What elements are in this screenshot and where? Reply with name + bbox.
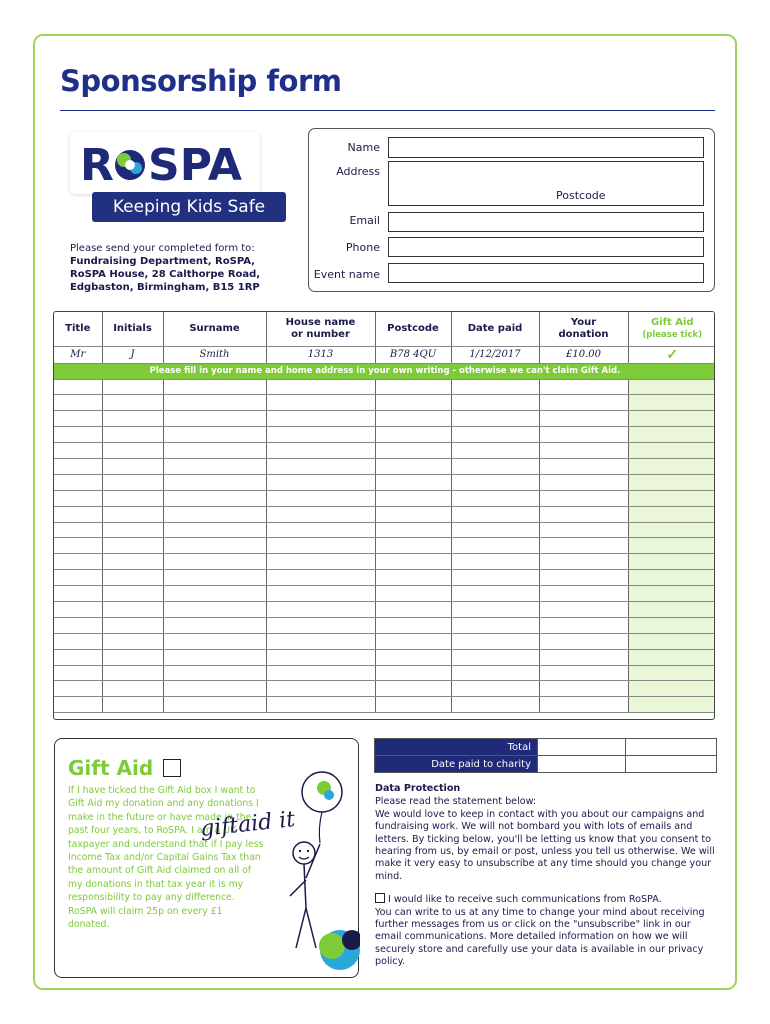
cell-postcode[interactable] <box>375 697 451 713</box>
cell-postcode[interactable] <box>375 427 451 443</box>
cell-title[interactable] <box>54 411 102 427</box>
col-giftaid <box>628 312 715 346</box>
cell-house[interactable] <box>266 458 375 474</box>
cell-postcode[interactable] <box>375 601 451 617</box>
giftaid-balloon-figure-icon <box>282 768 360 978</box>
total-value-cell[interactable] <box>538 739 626 756</box>
event-name-label: Event name <box>313 268 380 281</box>
cell-surname[interactable] <box>163 490 266 506</box>
table-row <box>54 458 715 474</box>
cell-giftaid[interactable] <box>628 490 715 506</box>
cell-date[interactable] <box>451 379 539 395</box>
example-house: 1313 <box>266 346 375 363</box>
cell-giftaid[interactable] <box>628 633 715 649</box>
cell-postcode[interactable] <box>375 633 451 649</box>
table-header-row <box>54 312 715 346</box>
cell-title[interactable] <box>54 474 102 490</box>
consent-line <box>375 893 715 906</box>
cell-surname[interactable] <box>163 633 266 649</box>
cell-house[interactable] <box>266 411 375 427</box>
cell-house[interactable] <box>266 570 375 586</box>
cell-initials[interactable] <box>102 601 163 617</box>
cell-house[interactable] <box>266 474 375 490</box>
cell-title[interactable] <box>54 601 102 617</box>
giftaid-title: Gift Aid <box>68 756 154 780</box>
cell-giftaid[interactable] <box>628 427 715 443</box>
cell-giftaid[interactable] <box>628 681 715 697</box>
cell-postcode[interactable] <box>375 649 451 665</box>
cell-postcode[interactable] <box>375 411 451 427</box>
email-field[interactable] <box>388 212 704 232</box>
cell-postcode[interactable] <box>375 458 451 474</box>
cell-initials[interactable] <box>102 474 163 490</box>
cell-date[interactable] <box>451 522 539 538</box>
cell-title[interactable] <box>54 379 102 395</box>
table-row <box>54 665 715 681</box>
cell-house[interactable] <box>266 506 375 522</box>
cell-surname[interactable] <box>163 586 266 602</box>
cell-date[interactable] <box>451 474 539 490</box>
table-row <box>54 538 715 554</box>
cell-initials[interactable] <box>102 570 163 586</box>
cell-donation[interactable] <box>539 506 628 522</box>
cell-surname[interactable] <box>163 411 266 427</box>
sponsor-table <box>53 311 715 720</box>
table-row <box>54 617 715 633</box>
cell-house[interactable] <box>266 443 375 459</box>
table-row <box>54 570 715 586</box>
cell-donation[interactable] <box>539 474 628 490</box>
cell-house[interactable] <box>266 379 375 395</box>
cell-surname[interactable] <box>163 522 266 538</box>
cell-giftaid[interactable] <box>628 395 715 411</box>
table-row <box>54 554 715 570</box>
cell-giftaid[interactable] <box>628 570 715 586</box>
cell-house[interactable] <box>266 538 375 554</box>
cell-postcode[interactable] <box>375 443 451 459</box>
giftaid-declaration: If I have ticked the Gift Aid box I want to Gift Aid my donation and any donations I make in the future or have made in the past four years, to RoSPA. I am a UK taxpayer and understand that if I pay less Income Tax and/or Capital Gains Tax than the amount of Gift Aid claimed on all of my donations in that tax year it is my responsibility to pay any difference. RoSPA will claim 25p on every £1 donated. <box>68 785 264 931</box>
col-initials: Initials <box>102 312 163 346</box>
cell-initials[interactable] <box>102 665 163 681</box>
cell-initials[interactable] <box>102 522 163 538</box>
date-paid-label: Date paid to charity <box>375 756 538 773</box>
total-row <box>375 739 717 756</box>
cell-donation[interactable] <box>539 427 628 443</box>
cell-donation[interactable] <box>539 633 628 649</box>
col-surname: Surname <box>163 312 266 346</box>
consent-label: I would like to receive such communications from RoSPA. <box>388 894 662 906</box>
cell-house[interactable] <box>266 649 375 665</box>
cell-postcode[interactable] <box>375 538 451 554</box>
cell-date[interactable] <box>451 570 539 586</box>
cell-postcode[interactable] <box>375 506 451 522</box>
cell-date[interactable] <box>451 601 539 617</box>
cell-giftaid[interactable] <box>628 522 715 538</box>
cell-donation[interactable] <box>539 379 628 395</box>
address-field[interactable] <box>388 161 704 206</box>
cell-giftaid[interactable] <box>628 665 715 681</box>
totals-table <box>374 738 716 773</box>
cell-house[interactable] <box>266 697 375 713</box>
cell-donation[interactable] <box>539 554 628 570</box>
name-field[interactable] <box>388 137 704 158</box>
cell-house[interactable] <box>266 681 375 697</box>
cell-date[interactable] <box>451 538 539 554</box>
col-donation-line1: Your <box>570 316 597 328</box>
cell-giftaid[interactable] <box>628 649 715 665</box>
table-row <box>54 633 715 649</box>
example-donation: £10.00 <box>539 346 628 363</box>
cell-donation[interactable] <box>539 665 628 681</box>
cell-date[interactable] <box>451 427 539 443</box>
cell-initials[interactable] <box>102 490 163 506</box>
table-row <box>54 443 715 459</box>
table-row <box>54 697 715 713</box>
giftaid-checkbox[interactable] <box>163 759 181 777</box>
table-row <box>54 379 715 395</box>
cell-giftaid[interactable] <box>628 506 715 522</box>
event-name-field[interactable] <box>388 263 704 283</box>
cell-surname[interactable] <box>163 379 266 395</box>
data-protection-intro: Please read the statement below: <box>375 796 537 808</box>
cell-initials[interactable] <box>102 458 163 474</box>
send-to-address-3: Edgbaston, Birmingham, B15 1RP <box>70 282 260 293</box>
cell-initials[interactable] <box>102 538 163 554</box>
cell-giftaid[interactable] <box>628 601 715 617</box>
cell-initials[interactable] <box>102 649 163 665</box>
table-row <box>54 649 715 665</box>
cell-postcode[interactable] <box>375 379 451 395</box>
cell-surname[interactable] <box>163 538 266 554</box>
table-row <box>54 506 715 522</box>
cell-postcode[interactable] <box>375 522 451 538</box>
cell-donation[interactable] <box>539 586 628 602</box>
cell-date[interactable] <box>451 586 539 602</box>
cell-house[interactable] <box>266 395 375 411</box>
example-title: Mr <box>54 346 102 363</box>
data-protection-heading: Data Protection <box>375 783 461 794</box>
cell-postcode[interactable] <box>375 554 451 570</box>
example-date: 1/12/2017 <box>451 346 539 363</box>
rospa-logo-icon <box>78 138 256 190</box>
example-initials: J <box>102 346 163 363</box>
table-row <box>54 474 715 490</box>
cell-giftaid[interactable] <box>628 458 715 474</box>
table-row <box>54 601 715 617</box>
cell-date[interactable] <box>451 617 539 633</box>
email-label: Email <box>349 214 380 227</box>
cell-date[interactable] <box>451 458 539 474</box>
col-house-line1: House name <box>285 316 356 328</box>
cell-title[interactable] <box>54 617 102 633</box>
cell-title[interactable] <box>54 570 102 586</box>
cell-postcode[interactable] <box>375 617 451 633</box>
cell-donation[interactable] <box>539 443 628 459</box>
cell-giftaid[interactable] <box>628 411 715 427</box>
cell-title[interactable] <box>54 506 102 522</box>
cell-house[interactable] <box>266 554 375 570</box>
cell-donation[interactable] <box>539 395 628 411</box>
table-row <box>54 490 715 506</box>
cell-postcode[interactable] <box>375 665 451 681</box>
cell-house[interactable] <box>266 427 375 443</box>
col-giftaid-line1: Gift Aid <box>650 316 694 328</box>
cell-postcode[interactable] <box>375 570 451 586</box>
cell-giftaid[interactable] <box>628 586 715 602</box>
table-row <box>54 522 715 538</box>
example-postcode: B78 4QU <box>375 346 451 363</box>
example-row <box>54 346 715 363</box>
cell-title[interactable] <box>54 522 102 538</box>
cell-title[interactable] <box>54 665 102 681</box>
cell-title[interactable] <box>54 458 102 474</box>
giftaid-it-logo: giftaid it <box>198 807 297 842</box>
cell-giftaid[interactable] <box>628 474 715 490</box>
cell-title[interactable] <box>54 649 102 665</box>
cell-surname[interactable] <box>163 601 266 617</box>
cell-initials[interactable] <box>102 681 163 697</box>
cell-initials[interactable] <box>102 411 163 427</box>
send-to-intro: Please send your completed form to: <box>70 243 255 254</box>
name-label: Name <box>347 141 380 154</box>
cell-donation[interactable] <box>539 522 628 538</box>
cell-surname[interactable] <box>163 554 266 570</box>
cell-title[interactable] <box>54 395 102 411</box>
cell-surname[interactable] <box>163 649 266 665</box>
cell-donation[interactable] <box>539 649 628 665</box>
cell-house[interactable] <box>266 601 375 617</box>
cell-giftaid[interactable] <box>628 554 715 570</box>
cell-donation[interactable] <box>539 458 628 474</box>
cell-title[interactable] <box>54 443 102 459</box>
col-house <box>266 312 375 346</box>
svg-text:SPA: SPA <box>148 140 242 190</box>
address-label: Address <box>336 165 380 178</box>
cell-surname[interactable] <box>163 617 266 633</box>
col-postcode: Postcode <box>375 312 451 346</box>
page-title: Sponsorship form <box>60 64 342 98</box>
total-label: Total <box>375 739 538 756</box>
logo-tagline: Keeping Kids Safe <box>92 192 286 222</box>
table-row <box>54 681 715 697</box>
cell-date[interactable] <box>451 395 539 411</box>
cell-surname[interactable] <box>163 665 266 681</box>
cell-donation[interactable] <box>539 601 628 617</box>
example-giftaid-check-icon: ✓ <box>628 346 715 363</box>
date-paid-giftaid-cell[interactable] <box>626 756 717 773</box>
col-giftaid-line2: (please tick) <box>642 329 703 340</box>
col-donation-line2: donation <box>558 328 609 340</box>
table-row <box>54 411 715 427</box>
send-to-address-2: RoSPA House, 28 Calthorpe Road, <box>70 269 261 280</box>
cell-initials[interactable] <box>102 633 163 649</box>
cell-date[interactable] <box>451 697 539 713</box>
cell-donation[interactable] <box>539 617 628 633</box>
cell-donation[interactable] <box>539 681 628 697</box>
cell-surname[interactable] <box>163 395 266 411</box>
cell-postcode[interactable] <box>375 395 451 411</box>
cell-postcode[interactable] <box>375 681 451 697</box>
cell-title[interactable] <box>54 633 102 649</box>
cell-giftaid[interactable] <box>628 617 715 633</box>
cell-surname[interactable] <box>163 570 266 586</box>
cell-date[interactable] <box>451 490 539 506</box>
cell-giftaid[interactable] <box>628 443 715 459</box>
cell-date[interactable] <box>451 411 539 427</box>
cell-postcode[interactable] <box>375 474 451 490</box>
cell-title[interactable] <box>54 538 102 554</box>
cell-surname[interactable] <box>163 458 266 474</box>
cell-initials[interactable] <box>102 427 163 443</box>
cell-postcode[interactable] <box>375 586 451 602</box>
cell-date[interactable] <box>451 665 539 681</box>
cell-postcode[interactable] <box>375 490 451 506</box>
svg-text:R: R <box>80 140 114 190</box>
total-giftaid-cell[interactable] <box>626 739 717 756</box>
cell-donation[interactable] <box>539 570 628 586</box>
cell-initials[interactable] <box>102 554 163 570</box>
consent-checkbox[interactable] <box>375 893 385 903</box>
cell-giftaid[interactable] <box>628 538 715 554</box>
phone-field[interactable] <box>388 237 704 257</box>
col-house-line2: or number <box>291 328 350 340</box>
cell-initials[interactable] <box>102 395 163 411</box>
table-row <box>54 586 715 602</box>
cell-surname[interactable] <box>163 443 266 459</box>
title-divider <box>60 110 715 111</box>
cell-donation[interactable] <box>539 538 628 554</box>
giftaid-note: Please fill in your name and home address in your own writing - otherwise we can't claim Gift Aid. <box>54 363 715 379</box>
cell-house[interactable] <box>266 617 375 633</box>
cell-title[interactable] <box>54 681 102 697</box>
cell-title[interactable] <box>54 427 102 443</box>
cell-date[interactable] <box>451 681 539 697</box>
cell-title[interactable] <box>54 490 102 506</box>
postal-instructions <box>70 242 300 294</box>
cell-donation[interactable] <box>539 490 628 506</box>
data-protection-statement: We would love to keep in contact with you about our campaigns and fundraising work. We will not bombard you with lots of emails and letters. By ticking below, you'll be letting us know that you consent to hearing from us, by email or post, unless you tell us otherwise. We will make it very easy to unsubscribe at any time should you change your mind. <box>375 808 715 882</box>
send-to-address-1: Fundraising Department, RoSPA, <box>70 256 255 267</box>
cell-title[interactable] <box>54 554 102 570</box>
col-date-paid: Date paid <box>451 312 539 346</box>
cell-title[interactable] <box>54 586 102 602</box>
cell-surname[interactable] <box>163 681 266 697</box>
cell-donation[interactable] <box>539 411 628 427</box>
cell-initials[interactable] <box>102 506 163 522</box>
cell-date[interactable] <box>451 443 539 459</box>
phone-label: Phone <box>345 241 380 254</box>
date-paid-cell[interactable] <box>538 756 626 773</box>
date-paid-row <box>375 756 717 773</box>
data-protection-footer: You can write to us at any time to change your mind about receiving further messages from us or click on the "unsubscribe" link in our email communications. More detailed information on how we will securely store and carefully use your data is available in our privacy policy. <box>375 906 705 968</box>
col-title: Title <box>54 312 102 346</box>
cell-giftaid[interactable] <box>628 697 715 713</box>
cell-donation[interactable] <box>539 697 628 713</box>
cell-house[interactable] <box>266 633 375 649</box>
cell-initials[interactable] <box>102 697 163 713</box>
cell-house[interactable] <box>266 522 375 538</box>
table-row <box>54 395 715 411</box>
cell-date[interactable] <box>451 554 539 570</box>
cell-house[interactable] <box>266 490 375 506</box>
cell-date[interactable] <box>451 506 539 522</box>
data-protection-section <box>375 783 715 969</box>
cell-title[interactable] <box>54 697 102 713</box>
cell-initials[interactable] <box>102 586 163 602</box>
cell-date[interactable] <box>451 633 539 649</box>
cell-surname[interactable] <box>163 697 266 713</box>
cell-date[interactable] <box>451 649 539 665</box>
cell-initials[interactable] <box>102 379 163 395</box>
postcode-label: Postcode <box>556 189 606 202</box>
cell-surname[interactable] <box>163 427 266 443</box>
cell-surname[interactable] <box>163 506 266 522</box>
cell-house[interactable] <box>266 665 375 681</box>
col-donation <box>539 312 628 346</box>
cell-initials[interactable] <box>102 443 163 459</box>
cell-giftaid[interactable] <box>628 379 715 395</box>
cell-house[interactable] <box>266 586 375 602</box>
giftaid-note-row <box>54 363 715 379</box>
cell-initials[interactable] <box>102 617 163 633</box>
cell-surname[interactable] <box>163 474 266 490</box>
example-surname: Smith <box>163 346 266 363</box>
table-row <box>54 427 715 443</box>
